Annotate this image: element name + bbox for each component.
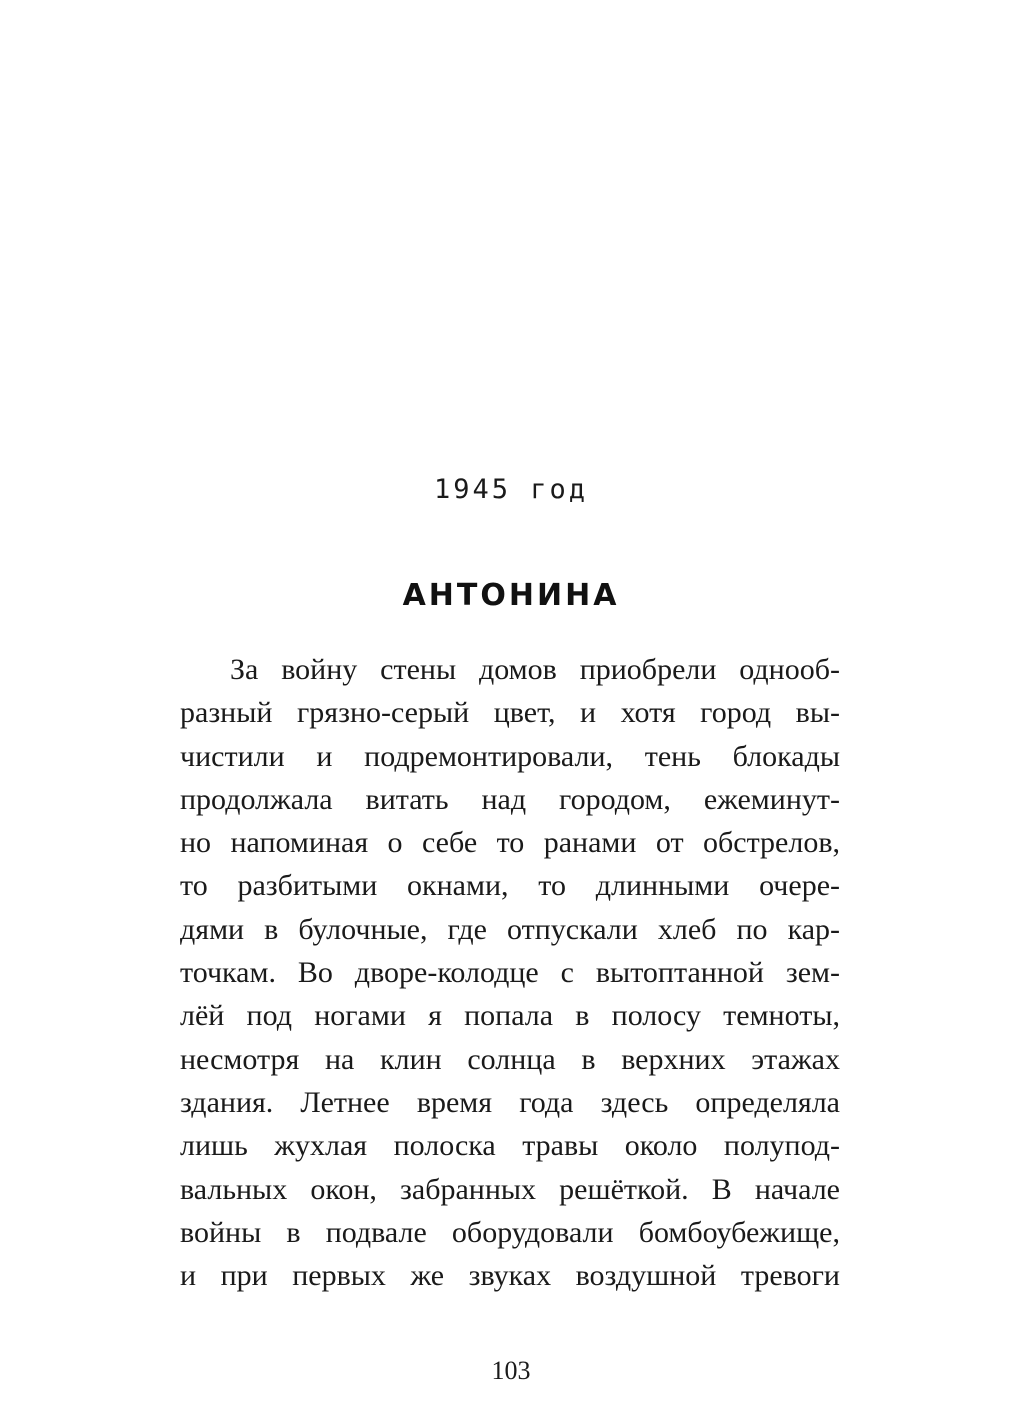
text-line: здания. Летнее время года здесь определяла — [180, 1085, 840, 1119]
text-line: продолжала витать над городом, ежеминут- — [180, 782, 840, 816]
text-line: и при первых же звуках воздушной тревоги — [180, 1259, 840, 1293]
section-year-heading: 1945 год — [433, 474, 589, 505]
text-line: несмотря на клин солнца в верхних этажах — [180, 1042, 840, 1076]
text-line: лишь жухлая полоска травы около полупод- — [180, 1129, 840, 1163]
text-line: разный грязно-серый цвет, и хотя город вы- — [180, 696, 840, 730]
text-line: то разбитыми окнами, то длинными очере- — [180, 869, 840, 903]
body-text — [180, 648, 840, 1297]
text-line: но напоминая о себе то ранами от обстрелов, — [180, 826, 840, 860]
text-line: дями в булочные, где отпускали хлеб по кар- — [180, 912, 840, 946]
text-line: лёй под ногами я попала в полосу темноты, — [180, 999, 840, 1033]
chapter-title: АНТОНИНА — [402, 578, 620, 613]
page-number: 103 — [491, 1356, 531, 1385]
text-line: вальных окон, забранных решёткой. В начале — [180, 1172, 840, 1206]
text-line: войны в подвале оборудовали бомбоубежище, — [180, 1215, 840, 1249]
text-line: точкам. Во дворе-колодце с вытоптанной зем- — [180, 956, 840, 990]
text-line: За войну стены домов приобрели однооб- — [230, 653, 840, 686]
text-line: чистили и подремонтировали, тень блокады — [180, 739, 840, 773]
